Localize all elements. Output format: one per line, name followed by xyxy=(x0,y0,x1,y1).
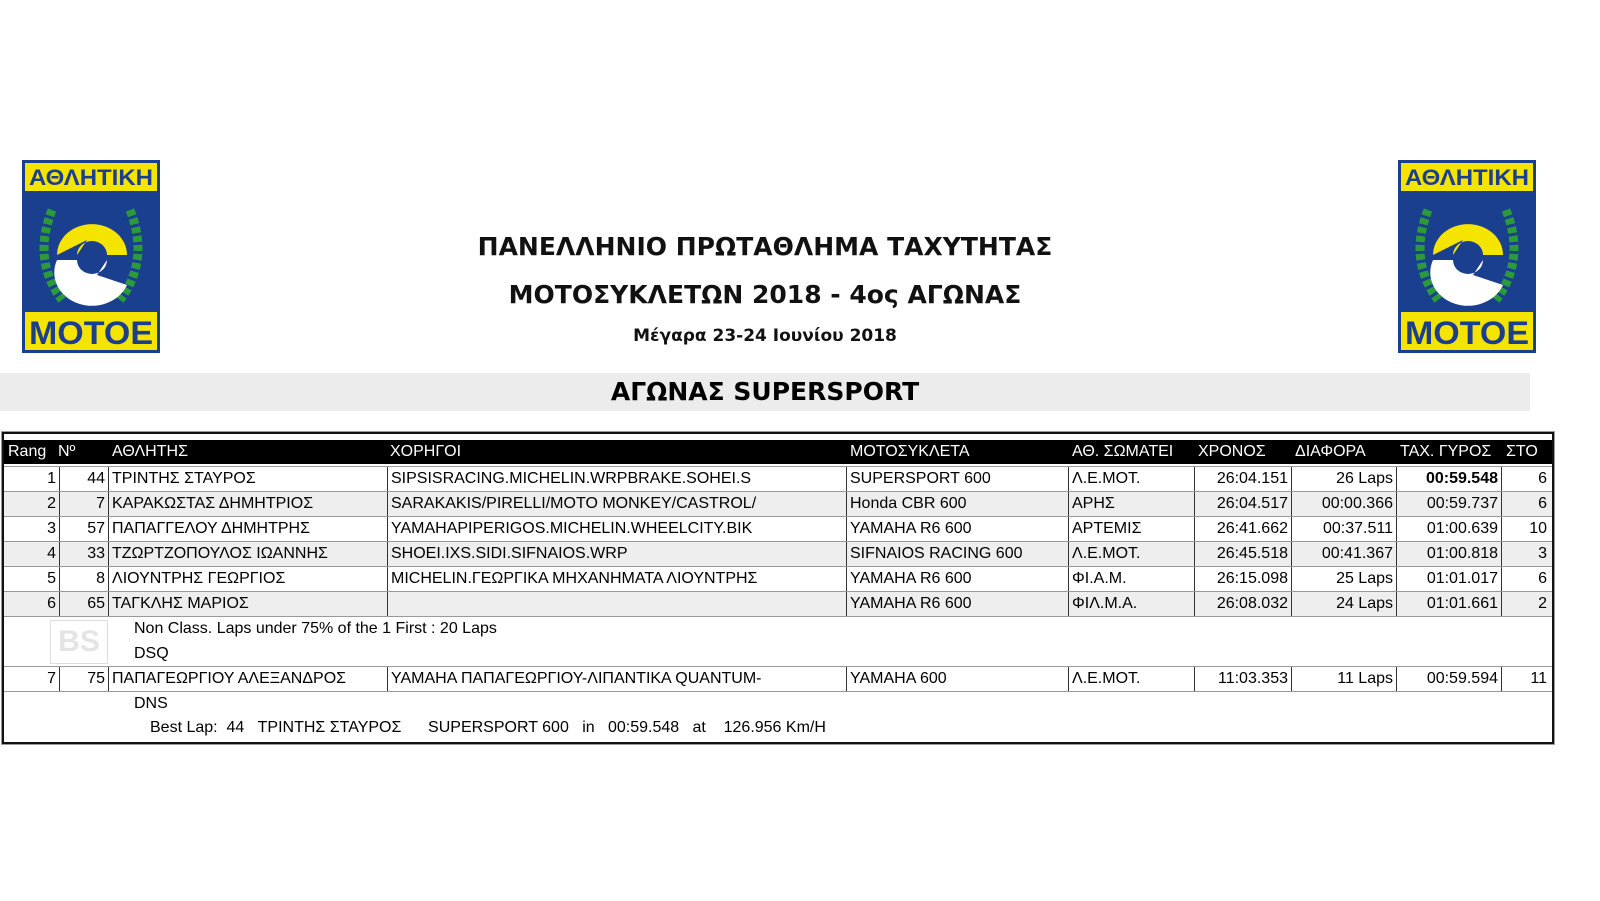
column-header-gap: ΔΙΑΦΟΡΑ xyxy=(1295,443,1366,460)
cell-time: 26:45.518 xyxy=(1195,542,1292,566)
cell-sponsors: SIPSISRACING.MICHELIN.WRPBRAKE.SOHEI.S xyxy=(388,467,847,491)
cell-number: 65 xyxy=(60,592,109,616)
cell-time: 11:03.353 xyxy=(1195,667,1292,691)
cell-gap: 26 Laps xyxy=(1292,467,1397,491)
cell-gap: 00:41.367 xyxy=(1292,542,1397,566)
watermark: BS xyxy=(50,620,108,664)
cell-athlete: ΠΑΠΑΓΕΩΡΓΙΟΥ ΑΛΕΞΑΝΔΡΟΣ xyxy=(109,667,388,691)
championship-subtitle: ΜΟΤΟΣΥΚΛΕΤΩΝ 2018 - 4ος ΑΓΩΝΑΣ xyxy=(508,280,1022,309)
cell-club: Λ.Ε.ΜΟΤ. xyxy=(1069,667,1195,691)
cell-athlete: ΛΙΟΥΝΤΡΗΣ ΓΕΩΡΓΙΟΣ xyxy=(109,567,388,591)
cell-club: ΦΙ.Α.Μ. xyxy=(1069,567,1195,591)
cell-time: 26:08.032 xyxy=(1195,592,1292,616)
non-class-note: Non Class. Laps under 75% of the 1 First : 20 Laps xyxy=(134,620,497,637)
table-row xyxy=(4,516,1552,542)
cell-motorcycle: SUPERSPORT 600 xyxy=(847,467,1069,491)
cell-athlete: ΚΑΡΑΚΩΣΤΑΣ ΔΗΜΗΤΡΙΟΣ xyxy=(109,492,388,516)
cell-number: 57 xyxy=(60,517,109,541)
column-header-time: ΧΡΟΝΟΣ xyxy=(1198,443,1266,460)
dns-label: DNS xyxy=(134,695,168,712)
cell-best-lap: 01:00.818 xyxy=(1397,542,1502,566)
cell-rang: 5 xyxy=(4,567,60,591)
column-header-club: ΑΘ. ΣΩΜΑΤΕΙ xyxy=(1072,443,1174,460)
cell-motorcycle: SIFNAIOS RACING 600 xyxy=(847,542,1069,566)
cell-club: ΦΙΛ.Μ.Α. xyxy=(1069,592,1195,616)
race-title: ΑΓΩΝΑΣ SUPERSPORT xyxy=(0,373,1530,411)
cell-athlete: ΤΡΙΝΤΗΣ ΣΤΑΥΡΟΣ xyxy=(109,467,388,491)
cell-rang: 6 xyxy=(4,592,60,616)
cell-sponsors xyxy=(388,592,847,616)
svg-text:ΑΘΛΗΤΙΚΗ: ΑΘΛΗΤΙΚΗ xyxy=(29,165,153,190)
cell-time: 26:41.662 xyxy=(1195,517,1292,541)
cell-best-lap: 01:01.017 xyxy=(1397,567,1502,591)
cell-on-lap: 6 xyxy=(1538,470,1547,487)
cell-gap: 00:00.366 xyxy=(1292,492,1397,516)
cell-motorcycle: YAMAHA 600 xyxy=(847,667,1069,691)
cell-club: Λ.Ε.ΜΟΤ. xyxy=(1069,467,1195,491)
cell-on-lap: 3 xyxy=(1538,545,1547,562)
cell-sponsors: YAMAHA ΠΑΠΑΓΕΩΡΓΙΟΥ-ΛΙΠΑΝΤΙΚΑ QUANTUM- xyxy=(388,667,847,691)
table-row xyxy=(4,491,1552,517)
cell-motorcycle: Honda CBR 600 xyxy=(847,492,1069,516)
table-row xyxy=(4,541,1552,567)
table-row xyxy=(4,666,1552,692)
cell-best-lap: 00:59.594 xyxy=(1397,667,1502,691)
cell-on-lap: 11 xyxy=(1530,670,1547,687)
cell-number: 33 xyxy=(60,542,109,566)
cell-sponsors: SARAKAKIS/PIRELLI/MOTO MONKEY/CASTROL/ xyxy=(388,492,847,516)
column-header-rang: Rang xyxy=(8,443,47,460)
column-header-athlete: ΑΘΛΗΤΗΣ xyxy=(112,443,188,460)
cell-club: ΑΡΗΣ xyxy=(1069,492,1195,516)
table-row xyxy=(4,566,1552,592)
cell-club: ΑΡΤΕΜΙΣ xyxy=(1069,517,1195,541)
table-row xyxy=(4,466,1552,492)
cell-gap: 24 Laps xyxy=(1292,592,1397,616)
cell-rang: 3 xyxy=(4,517,60,541)
cell-sponsors: SHOEI.IXS.SIDI.SIFNAIOS.WRP xyxy=(388,542,847,566)
results-table xyxy=(2,432,1554,744)
column-header-best-lap: ΤΑΧ. ΓΥΡΟΣ xyxy=(1400,443,1492,460)
cell-athlete: ΤΖΩΡΤΖΟΠΟΥΛΟΣ ΙΩΑΝΝΗΣ xyxy=(109,542,388,566)
cell-time: 26:15.098 xyxy=(1195,567,1292,591)
table-header xyxy=(4,440,1552,464)
best-lap-summary: Best Lap: 44 ΤΡΙΝΤΗΣ ΣΤΑΥΡΟΣ SUPERSPORT 600 in 00:59.548 at 126.956 Km/H xyxy=(150,719,826,736)
cell-motorcycle: YAMAHA R6 600 xyxy=(847,567,1069,591)
svg-text:ΑΘΛΗΤΙΚΗ: ΑΘΛΗΤΙΚΗ xyxy=(1405,165,1529,190)
cell-motorcycle: YAMAHA R6 600 xyxy=(847,517,1069,541)
event-date: Μέγαρα 23-24 Ιουνίου 2018 xyxy=(633,326,897,346)
svg-text:ΜΟΤΟΕ: ΜΟΤΟΕ xyxy=(1405,315,1529,351)
cell-best-lap: 01:00.639 xyxy=(1397,517,1502,541)
svg-text:ΜΟΤΟΕ: ΜΟΤΟΕ xyxy=(29,315,153,351)
column-header-on-lap: ΣΤΟ xyxy=(1506,443,1538,460)
cell-time: 26:04.517 xyxy=(1195,492,1292,516)
cell-sponsors: YAMAHAPIPERIGOS.MICHELIN.WHEELCITY.BIK xyxy=(388,517,847,541)
cell-on-lap: 2 xyxy=(1538,595,1547,612)
cell-best-lap: 00:59.548 xyxy=(1397,467,1502,491)
cell-gap: 00:37.511 xyxy=(1292,517,1397,541)
column-header-sponsors: ΧΟΡΗΓΟΙ xyxy=(390,443,462,460)
cell-athlete: ΠΑΠΑΓΓΕΛΟΥ ΔΗΜΗΤΡΗΣ xyxy=(109,517,388,541)
cell-rang: 7 xyxy=(4,667,60,691)
cell-best-lap: 00:59.737 xyxy=(1397,492,1502,516)
cell-rang: 1 xyxy=(4,467,60,491)
cell-best-lap: 01:01.661 xyxy=(1397,592,1502,616)
championship-title: ΠΑΝΕΛΛΗΝΙΟ ΠΡΩΤΑΘΛΗΜΑ ΤΑΧΥΤΗΤΑΣ xyxy=(477,232,1053,261)
cell-number: 44 xyxy=(60,467,109,491)
cell-rang: 4 xyxy=(4,542,60,566)
cell-on-lap: 6 xyxy=(1538,570,1547,587)
cell-club: Λ.Ε.ΜΟΤ. xyxy=(1069,542,1195,566)
cell-gap: 11 Laps xyxy=(1292,667,1397,691)
cell-athlete: ΤΑΓΚΛΗΣ ΜΑΡΙΟΣ xyxy=(109,592,388,616)
column-header-number: Nº xyxy=(58,443,76,460)
column-header-motorcycle: ΜΟΤΟΣΥΚΛΕΤΑ xyxy=(850,443,970,460)
cell-gap: 25 Laps xyxy=(1292,567,1397,591)
table-row xyxy=(4,591,1552,617)
cell-on-lap: 10 xyxy=(1529,520,1547,537)
cell-motorcycle: YAMAHA R6 600 xyxy=(847,592,1069,616)
cell-rang: 2 xyxy=(4,492,60,516)
cell-number: 8 xyxy=(60,567,109,591)
cell-time: 26:04.151 xyxy=(1195,467,1292,491)
dsq-label: DSQ xyxy=(134,645,169,662)
cell-number: 75 xyxy=(60,667,109,691)
cell-number: 7 xyxy=(60,492,109,516)
cell-on-lap: 6 xyxy=(1538,495,1547,512)
cell-sponsors: MICHELIN.ΓΕΩΡΓΙΚΑ ΜΗΧΑΝΗΜΑΤΑ ΛΙΟΥΝΤΡΗΣ xyxy=(388,567,847,591)
